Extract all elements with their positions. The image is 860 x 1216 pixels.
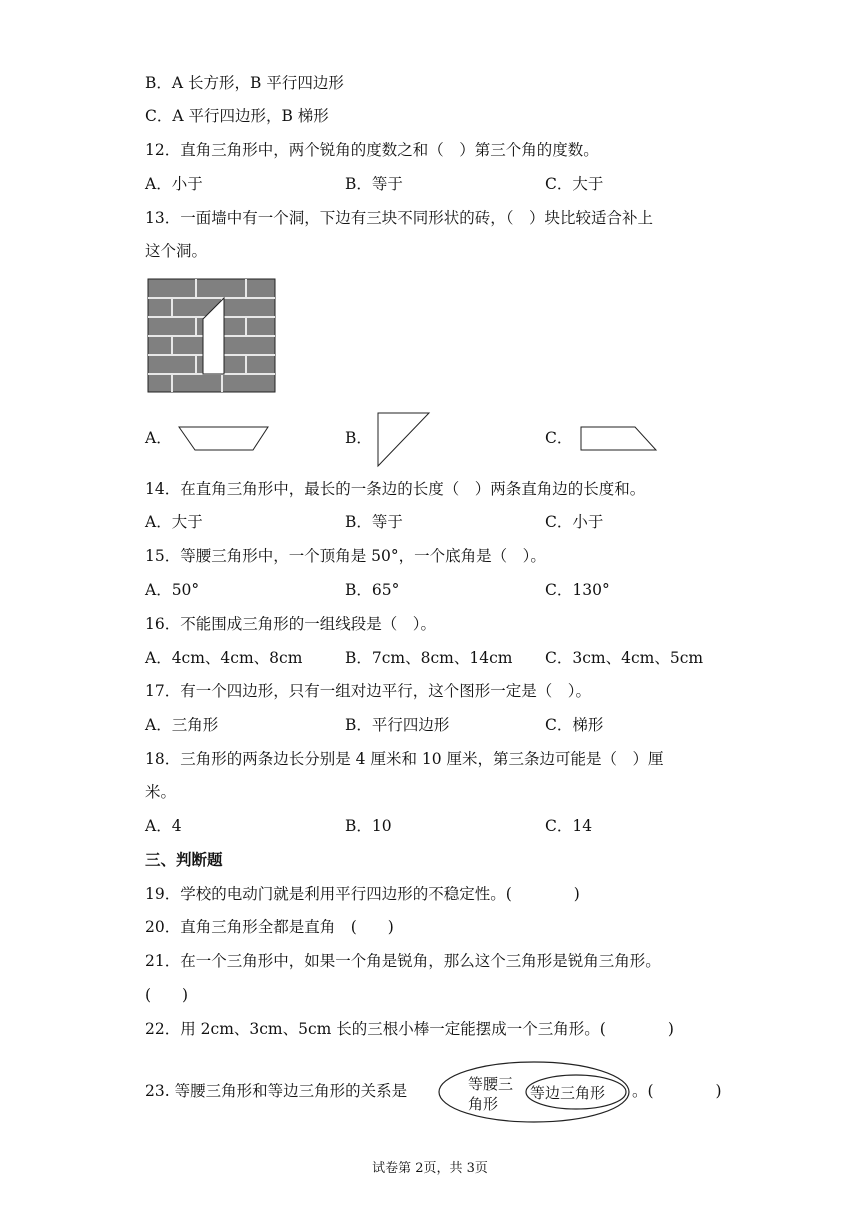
- q17-option-a: A．三角形: [145, 716, 219, 734]
- q13-option-a: A．: [145, 429, 172, 447]
- q13-question-line2: 这个洞。: [145, 242, 208, 260]
- q17-option-b: B．平行四边形: [345, 716, 450, 734]
- q15-option-c: C．130°: [545, 581, 610, 599]
- set-relation-diagram: [438, 1061, 630, 1123]
- q12-option-c: C．大于: [545, 175, 604, 193]
- q18-option-c: C．14: [545, 817, 593, 835]
- q12-option-a: A．小于: [145, 175, 203, 193]
- q17-question: 17．有一个四边形，只有一组对边平行，这个图形一定是（ ）。: [145, 682, 591, 700]
- q16-option-c: C．3cm、4cm、5cm: [545, 649, 704, 667]
- q16-option-b: B．7cm、8cm、14cm: [345, 649, 513, 667]
- inner-label: 等边三角形: [530, 1084, 606, 1102]
- q14-option-b: B．等于: [345, 513, 403, 531]
- q21-statement-line1: 21．在一个三角形中，如果一个角是锐角，那么这个三角形是锐角三角形。: [145, 952, 661, 970]
- q22-statement: 22．用 2cm、3cm、5cm 长的三根小棒一定能摆成一个三角形。( ): [145, 1020, 674, 1038]
- q17-option-c: C．梯形: [545, 716, 604, 734]
- q16-question: 16．不能围成三角形的一组线段是（ ）。: [145, 615, 436, 633]
- q20-statement: 20．直角三角形全都是直角 ( ): [145, 918, 394, 936]
- q14-question: 14．在直角三角形中，最长的一条边的长度（ ）两条直角边的长度和。: [145, 480, 646, 498]
- trapezoid-shape: [178, 426, 270, 452]
- outer-label-line2: 角形: [468, 1095, 499, 1113]
- q23-answer-bracket: 。( ): [632, 1082, 722, 1100]
- q14-option-a: A．大于: [145, 513, 203, 531]
- q18-question-line1: 18．三角形的两条边长分别是 4 厘米和 10 厘米，第三条边可能是（ ）厘: [145, 750, 664, 768]
- q15-question: 15．等腰三角形中，一个顶角是 50°，一个底角是（ ）。: [145, 547, 546, 565]
- q15-option-b: B．65°: [345, 581, 400, 599]
- q15-option-a: A．50°: [145, 581, 200, 599]
- q18-option-a: A．4: [145, 817, 182, 835]
- q16-option-a: A．4cm、4cm、8cm: [145, 649, 303, 667]
- q19-statement: 19．学校的电动门就是利用平行四边形的不稳定性。( ): [145, 885, 580, 903]
- q12-question: 12．直角三角形中，两个锐角的度数之和（ ）第三个角的度数。: [145, 141, 599, 159]
- q21-statement-line2: ( ): [145, 986, 189, 1004]
- q11-option-b: B．A 长方形，B 平行四边形: [145, 74, 344, 92]
- page-footer: 试卷第 2页，共 3页: [372, 1161, 488, 1176]
- q13-option-b: B．: [345, 429, 372, 447]
- q23-statement: 23. 等腰三角形和等边三角形的关系是: [145, 1082, 408, 1100]
- right-trapezoid-shape: [580, 426, 658, 452]
- q13-question-line1: 13．一面墙中有一个洞，下边有三块不同形状的砖，（ ）块比较适合补上: [145, 209, 653, 227]
- q12-option-b: B．等于: [345, 175, 403, 193]
- brick-wall-figure: [148, 279, 276, 393]
- right-triangle-shape: [377, 412, 431, 468]
- q18-option-b: B．10: [345, 817, 392, 835]
- q18-question-line2: 米。: [145, 783, 177, 801]
- q11-option-c: C．A 平行四边形，B 梯形: [145, 107, 329, 125]
- section-title-true-false: 三、判断题: [145, 851, 223, 869]
- q13-option-c: C．: [545, 429, 573, 447]
- outer-label-line1: 等腰三: [468, 1075, 514, 1093]
- q14-option-c: C．小于: [545, 513, 604, 531]
